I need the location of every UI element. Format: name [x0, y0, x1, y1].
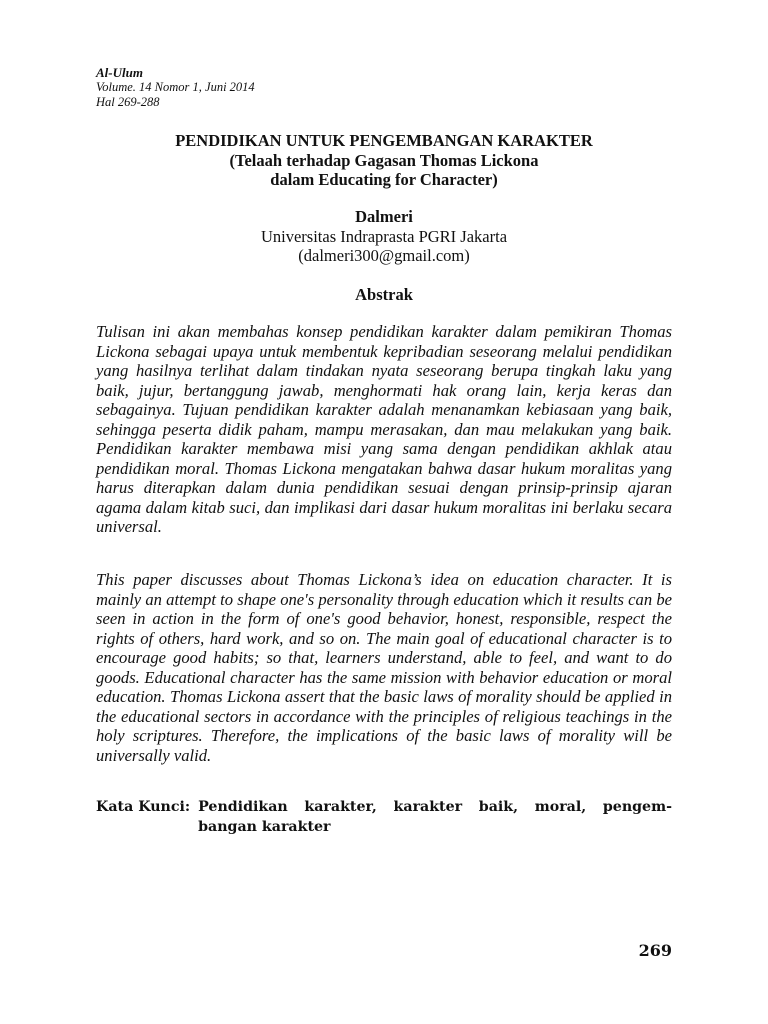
abstract-english: This paper discusses about Thomas Lickona’s idea on education character. It is mainly an attempt to shape one's personality through education which it results can be seen in action in the form of one's good behavior, honest, responsible, respect the rights of others, hard work, and so on. The main goal of educational character is to encourage good habits; so that, learners understand, able to feel, and want to do goods. Educational character has the same mission with behavior education or moral education. Thomas Lickona assert that the basic laws of morality should be applied in the educational sectors in accordance with the principles of religious teachings in the holy scriptures. Therefore, the implications of the basic laws of morality will be universally valid.	[96, 570, 672, 765]
keywords-text: Pendidikan karakter, karakter baik, moral, pengem-bangan karakter	[198, 799, 672, 835]
keywords-label: Kata Kunci:	[96, 799, 191, 815]
abstract-heading: Abstrak	[355, 285, 413, 304]
journal-pages: Hal 269-288	[96, 95, 160, 109]
author-email: (dalmeri300@gmail.com)	[298, 246, 470, 265]
title-line-3: dalam Educating for Character)	[270, 170, 498, 189]
author-block	[96, 207, 672, 266]
paper-title	[96, 131, 672, 190]
journal-volume: Volume. 14 Nomor 1, Juni 2014	[96, 80, 255, 94]
page-number: 269	[638, 941, 672, 960]
journal-name: Al-Ulum	[96, 65, 143, 80]
journal-header	[96, 65, 255, 110]
title-line-2: (Telaah terhadap Gagasan Thomas Lickona	[229, 150, 539, 170]
abstract-indonesian: Tulisan ini akan membahas konsep pendidikan karakter dalam pemikiran Thomas Lickona sebagai upaya untuk membentuk kepribadian seseorang melalui pendidikan yang hasilnya terlihat dalam tindakan nyata seseorang berupa tingkah laku yang baik, jujur, bertanggung jawab, menghormati hak orang lain, kerja keras dan sebagainya. Tujuan pendidikan karakter adalah menanamkan kebiasaan yang baik, sehingga peserta didik paham, mampu merasakan, dan mau melakukan yang baik. Pendidikan karakter membawa misi yang sama dengan pendidikan akhlak atau pendidikan moral. Thomas Lickona mengatakan bahwa dasar hukum moralitas yang harus diterapkan dalam dunia pendidikan sesuai dengan prinsip-prinsip ajaran agama dalam kitab suci, dan implikasi dari dasar hukum moralitas ini berlaku secara universal.	[96, 322, 672, 537]
keywords	[96, 798, 672, 837]
title-line-1: PENDIDIKAN UNTUK PENGEMBANGAN KARAKTER	[175, 131, 593, 150]
author-name: Dalmeri	[355, 207, 413, 226]
author-affiliation: Universitas Indraprasta PGRI Jakarta	[260, 226, 508, 246]
